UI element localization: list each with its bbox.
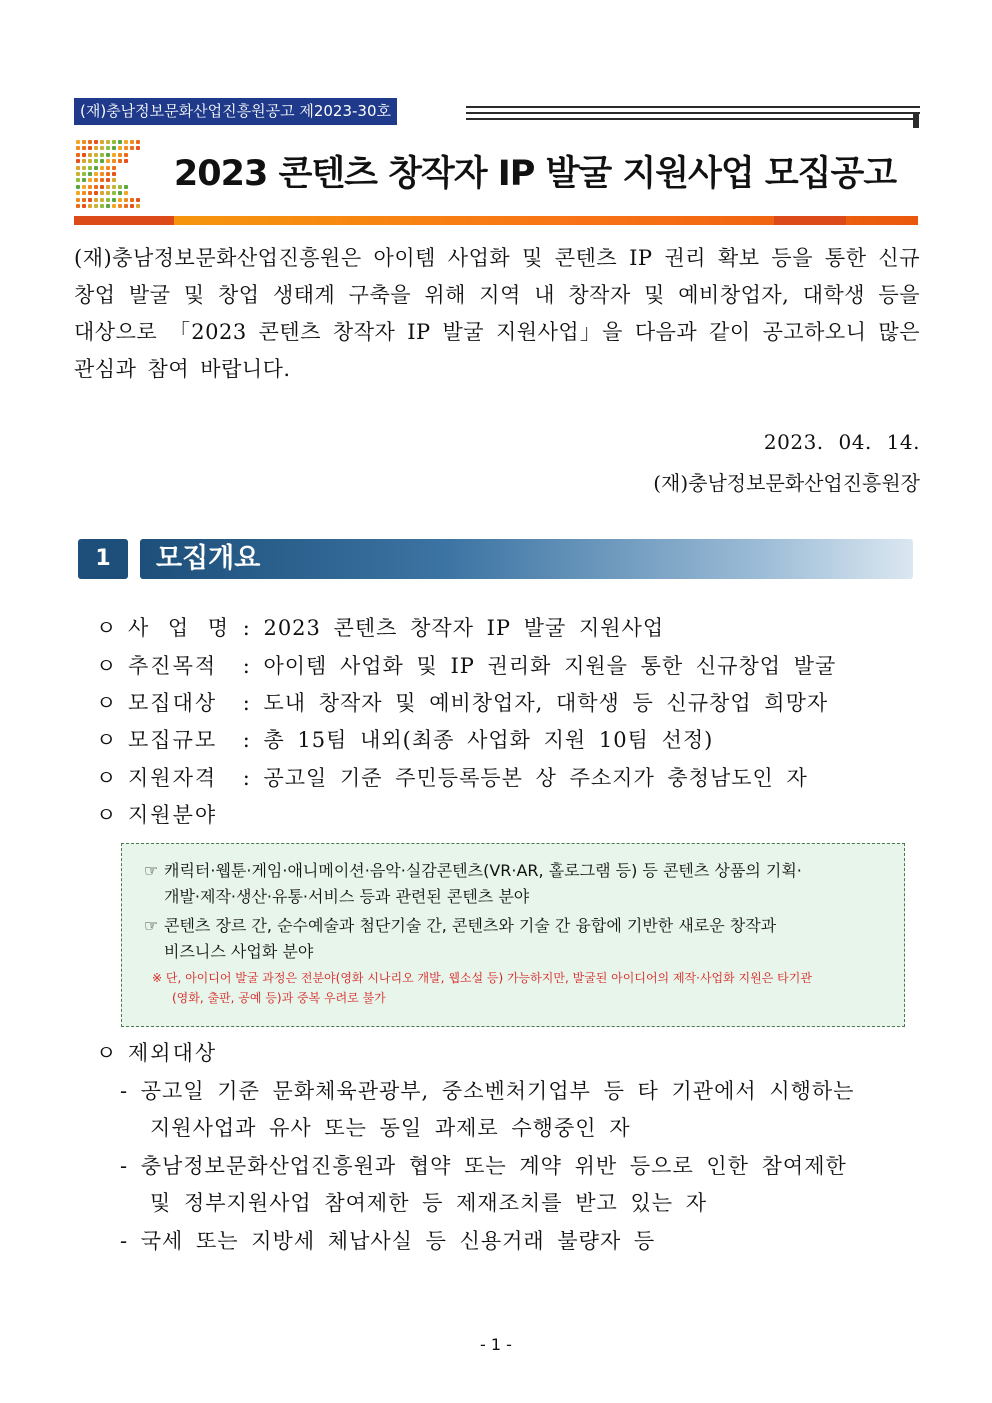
logo-dot [112, 166, 116, 170]
exclusion-3: - 국세 또는 지방세 체납사실 등 신용거래 불량자 등 [120, 1229, 656, 1253]
item-value: 도내 창작자 및 예비창업자, 대학생 등 신규창업 희망자 [263, 691, 829, 715]
logo-dot [130, 198, 134, 202]
logo-dot [94, 146, 98, 150]
notice-number: (재)충남정보문화산업진흥원공고 제2023-30호 [74, 98, 397, 125]
logo-dot [76, 204, 80, 208]
logo-dot [112, 140, 116, 144]
logo-dot [76, 153, 80, 157]
logo-dot [124, 153, 128, 157]
logo-dot [82, 166, 86, 170]
issuer: (재)충남정보문화산업진흥원장 [653, 471, 920, 495]
logo-dot [76, 178, 80, 182]
logo-dot [82, 153, 86, 157]
logo-dot [124, 140, 128, 144]
item-key: 지원분야 [128, 803, 218, 827]
page-title: 2023 콘텐츠 창작자 IP 발굴 지원사업 모집공고 [173, 154, 897, 194]
logo-dot [136, 204, 140, 208]
logo-dot [124, 191, 128, 195]
logo-dot [100, 204, 104, 208]
logo-dot [112, 146, 116, 150]
logo-dot [106, 153, 110, 157]
logo-dot [118, 153, 122, 157]
logo-dot [112, 172, 116, 176]
logo-dot [94, 140, 98, 144]
bullet: ㅇ [96, 1041, 118, 1065]
header-rule-top [466, 106, 920, 108]
logo-dot [76, 146, 80, 150]
list-item-purpose [96, 653, 836, 679]
field-line-1a [138, 858, 802, 883]
logo-dot [100, 140, 104, 144]
logo-dot [124, 198, 128, 202]
logo-dot [76, 166, 80, 170]
logo-dot [106, 178, 110, 182]
logo-dot [118, 159, 122, 163]
item-value: 아이템 사업화 및 IP 권리화 지원을 통한 신규창업 발굴 [263, 654, 837, 678]
field-note-b: (영화, 출판, 공예 등)과 중복 우려로 불가 [172, 991, 386, 1005]
logo-dot [88, 153, 92, 157]
item-value: 2023 콘텐츠 창작자 IP 발굴 지원사업 [263, 616, 665, 640]
logo-dot [130, 140, 134, 144]
intro-paragraph: (재)충남정보문화산업진흥원은 아이템 사업화 및 콘텐츠 IP 권리 확보 등을 통한 신규 창업 발굴 및 창업 생태계 구축을 위해 지역 내 창작자 및 예비창업자, 대학생 등을 대상으로 「2023 콘텐츠 창작자 IP 발굴 지원사업」을 다음과 같이 공고하오니 많은 관심과 참여 바랍니다. [74, 246, 920, 381]
logo-dot [82, 198, 86, 202]
logo-dot [76, 172, 80, 176]
logo-dot [106, 198, 110, 202]
logo-dot [100, 185, 104, 189]
logo-dot [100, 166, 104, 170]
logo-dot [76, 185, 80, 189]
bullet: ㅇ [96, 728, 118, 752]
logo-dot [136, 146, 140, 150]
item-key: 사 업 명 [128, 616, 230, 640]
item-sep: : [242, 654, 251, 678]
logo-dot [82, 159, 86, 163]
page-number: - 1 - [480, 1335, 512, 1354]
logo-dot [106, 146, 110, 150]
logo-dot [136, 140, 140, 144]
logo-dot [88, 159, 92, 163]
logo-dot [106, 140, 110, 144]
logo-dot [82, 140, 86, 144]
logo-dot [106, 185, 110, 189]
bullet: ㅇ [96, 654, 118, 678]
logo-dot [118, 198, 122, 202]
bullet: ㅇ [96, 616, 118, 640]
notice-date: 2023. 04. 14. [763, 430, 920, 454]
header-rule-bottom [466, 118, 914, 120]
logo-dot [106, 166, 110, 170]
field-note-a: ※ 단, 아이디어 발굴 과정은 전분야(영화 시나리오 개발, 웹소설 등) 가능하지만, 발굴된 아이디어의 제작·사업화 지원은 타기관 [152, 971, 812, 985]
item-sep: : [242, 728, 251, 752]
logo-dot [100, 153, 104, 157]
bullet: ㅇ [96, 803, 118, 827]
logo-dot [88, 185, 92, 189]
logo-dot [112, 204, 116, 208]
logo-dot [82, 185, 86, 189]
logo-dot [82, 146, 86, 150]
field-text: 콘텐츠 장르 간, 순수예술과 첨단기술 간, 콘텐츠와 기술 간 융합에 기반한 새로운 창작과 [164, 916, 777, 935]
logo-dot [88, 172, 92, 176]
logo-dot [124, 146, 128, 150]
logo-dot [106, 159, 110, 163]
field-line-1b: 개발·제작·생산·유통·서비스 등과 관련된 콘텐츠 분야 [164, 887, 530, 906]
logo-dot [94, 166, 98, 170]
logo-dot [106, 172, 110, 176]
logo-dot [124, 185, 128, 189]
logo-dot [82, 204, 86, 208]
logo-dot [76, 198, 80, 202]
list-item-eligibility [96, 765, 808, 791]
logo-dot [124, 204, 128, 208]
field-line-2a [138, 913, 776, 938]
section-number: 1 [78, 539, 128, 579]
logo-dot [100, 159, 104, 163]
title-underline [74, 216, 918, 225]
logo-dot [94, 159, 98, 163]
item-sep: : [242, 616, 251, 640]
logo-dot [88, 146, 92, 150]
logo-dot [94, 204, 98, 208]
logo-dot [88, 140, 92, 144]
support-field-box [121, 843, 905, 1027]
logo-dot [94, 178, 98, 182]
bullet: ㅇ [96, 766, 118, 790]
logo-dot [100, 191, 104, 195]
logo-dot [76, 140, 80, 144]
header-rule-end [913, 112, 919, 128]
logo-dot [112, 185, 116, 189]
list-item-target [96, 690, 828, 716]
logo-dot [106, 204, 110, 208]
logo-dot [94, 172, 98, 176]
logo-dot [130, 204, 134, 208]
logo-dot [82, 191, 86, 195]
logo-grid-icon [76, 140, 138, 210]
logo-dot [112, 153, 116, 157]
exclusion-1a: - 공고일 기준 문화체육관광부, 중소벤처기업부 등 타 기관에서 시행하는 [120, 1079, 855, 1103]
item-key: 지원자격 [128, 766, 218, 790]
pointing-hand-icon: ☞ [143, 916, 159, 935]
section-title: 모집개요 [156, 543, 261, 574]
logo-dot [106, 191, 110, 195]
item-sep: : [242, 691, 251, 715]
logo-dot [112, 178, 116, 182]
logo-dot [100, 178, 104, 182]
logo-dot [94, 185, 98, 189]
logo-dot [82, 172, 86, 176]
item-sep: : [242, 766, 251, 790]
logo-dot [94, 153, 98, 157]
item-key: 모집규모 [128, 728, 218, 752]
logo-dot [88, 166, 92, 170]
logo-dot [88, 178, 92, 182]
logo-dot [118, 185, 122, 189]
logo-dot [124, 159, 128, 163]
field-line-2b: 비즈니스 사업화 분야 [164, 942, 314, 961]
list-item-scale [96, 727, 713, 753]
logo-dot [76, 191, 80, 195]
logo-dot [100, 198, 104, 202]
logo-dot [94, 198, 98, 202]
item-value: 총 15팀 내외(최종 사업화 지원 10팀 선정) [263, 728, 714, 752]
item-key: 추진목적 [128, 654, 218, 678]
logo-dot [112, 159, 116, 163]
item-key: 모집대상 [128, 691, 218, 715]
list-item-business-name [96, 615, 664, 641]
logo-dot [136, 198, 140, 202]
list-item-field [96, 802, 230, 828]
logo-dot [94, 191, 98, 195]
logo-dot [118, 140, 122, 144]
item-value: 공고일 기준 주민등록등본 상 주소지가 충청남도인 자 [263, 766, 808, 790]
logo-dot [88, 191, 92, 195]
logo-dot [112, 191, 116, 195]
logo-dot [118, 146, 122, 150]
list-item-exclusion [96, 1040, 230, 1066]
exclusion-2b: 및 정부지원사업 참여제한 등 제재조치를 받고 있는 자 [150, 1191, 708, 1215]
bullet: ㅇ [96, 691, 118, 715]
item-key: 제외대상 [128, 1041, 218, 1065]
logo-dot [112, 198, 116, 202]
header-rule-mid [466, 112, 920, 114]
logo-dot [88, 198, 92, 202]
field-text: 캐릭터·웹툰·게임·애니메이션·음악·실감콘텐츠(VR·AR, 홀로그램 등) 등 콘텐츠 상품의 기획· [164, 861, 802, 880]
logo-dot [118, 204, 122, 208]
logo-dot [130, 146, 134, 150]
exclusion-1b: 지원사업과 유사 또는 동일 과제로 수행중인 자 [150, 1116, 631, 1140]
logo-dot [100, 172, 104, 176]
logo-dot [82, 178, 86, 182]
exclusion-2a: - 충남정보문화산업진흥원과 협약 또는 계약 위반 등으로 인한 참여제한 [120, 1154, 847, 1178]
logo-dot [118, 191, 122, 195]
logo-dot [100, 146, 104, 150]
logo-dot [88, 204, 92, 208]
logo-dot [76, 159, 80, 163]
pointing-hand-icon: ☞ [143, 861, 159, 880]
